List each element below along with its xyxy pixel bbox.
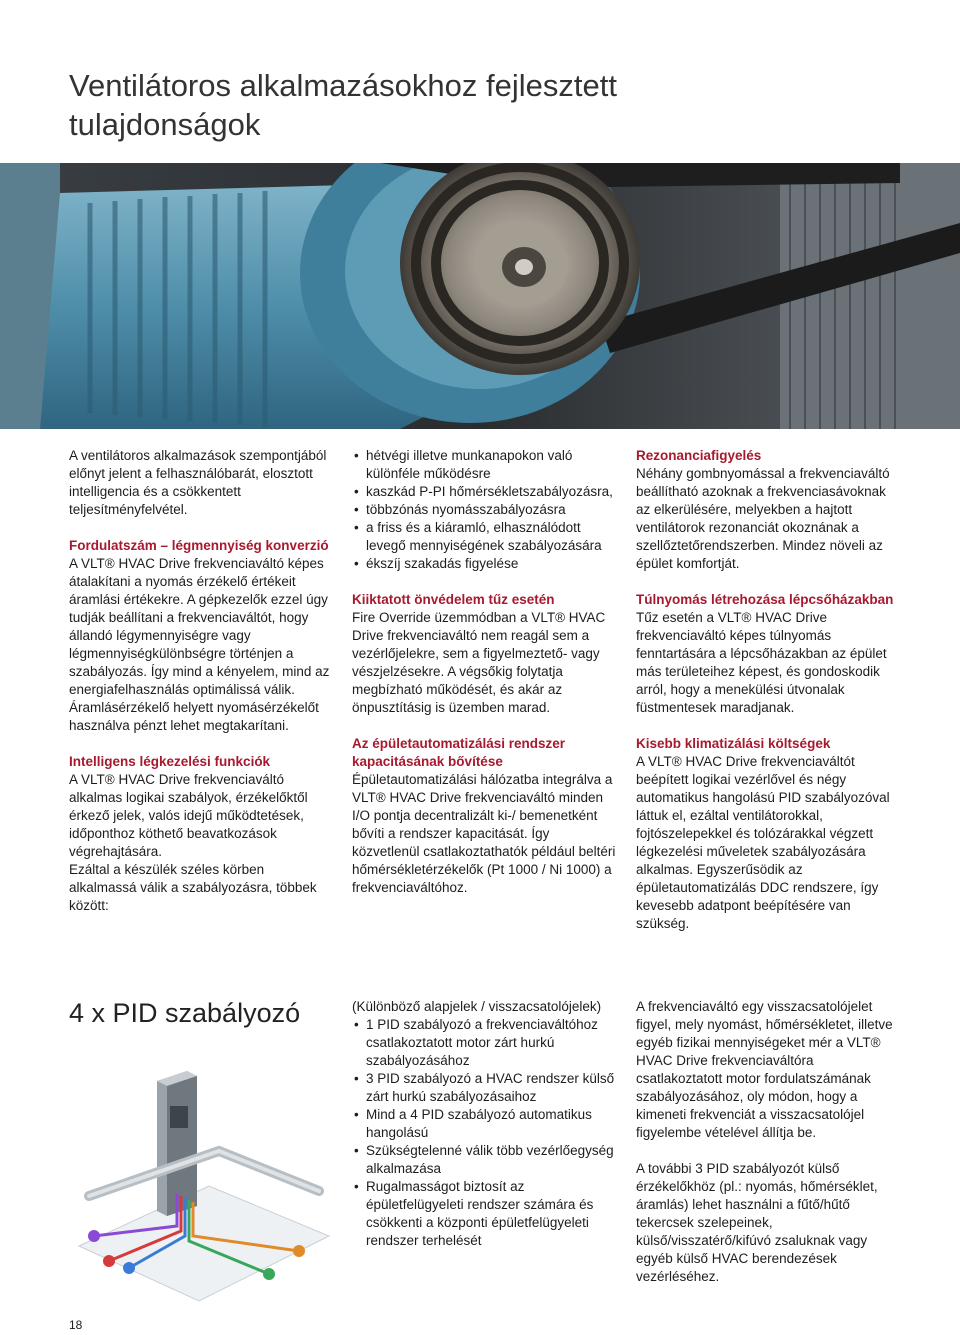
list-item: • kaszkád P-PI hőmérsékletszabályozásra, (352, 483, 617, 501)
column-4 (352, 998, 617, 1250)
list-item: • Rugalmasságot biztosít az épületfelügyeleti rendszer számára és csökkenti a központi épületfelügyeleti rendszer terhelését (352, 1178, 617, 1250)
section-body-fire-override: Fire Override üzemmódban a VLT® HVAC Drive frekvenciaváltó nem reagál sem a vezérlőjelekre, sem a figyelmeztető- vagy vészjelzésekre. A végsőkig folytatja megbízható működését, és akár az önpusztításig is üzemben marad. (352, 610, 606, 715)
pid-section-title: 4 x PID szabályozó (69, 998, 301, 1028)
section-body-climate-costs: A VLT® HVAC Drive frekvenciaváltót beépített logikai vezérlővel és négy automatikus hangolású PID szabályozóval láttuk el, ezáltal ventilátorokkal, fojtószelepekkel és tolózárakkal végzett légkezelési műveletek szabályozására alkalmas. Egyszerűsödik az épületautomatizálás DDC rendszere, így kevesebb adatpont beépítésére van szükség. (636, 754, 890, 931)
list-item: • a friss és a kiáramló, elhasználódott levegő mennyiségének szabályozására (352, 519, 617, 555)
column-5 (636, 998, 896, 1286)
section-heading-conversion: Fordulatszám – légmennyiség konverzió (69, 538, 329, 553)
title-line-2: tulajdonságok (69, 107, 261, 142)
list-item: • 3 PID szabályozó a HVAC rendszer külső zárt hurkú szabályozásaihoz (352, 1070, 617, 1106)
section-heading-intelligent: Intelligens légkezelési funkciók (69, 754, 271, 769)
section-heading-fire-override: Kiiktatott önvédelem tűz esetén (352, 592, 555, 607)
fan-motor-photo (0, 163, 960, 429)
list-item: • Mind a 4 PID szabályozó automatikus hangolású (352, 1106, 617, 1142)
section-body-overpressure: Tűz esetén a VLT® HVAC Drive frekvenciaváltó képes túlnyomás fenntartására a lépcsőházakban az épület más területeihez képest, és gondoskodik arról, hogy a menekülési útvonalak füstmentesek maradjanak. (636, 610, 887, 715)
list-item: • 1 PID szabályozó a frekvenciaváltóhoz csatlakoztatott motor zárt hurkú szabályozásához (352, 1016, 617, 1070)
control-bullet-list (352, 447, 617, 573)
title-line-1: Ventilátoros alkalmazásokhoz fejlesztett (69, 68, 617, 103)
column-1 (69, 447, 334, 915)
intro-paragraph: A ventilátoros alkalmazások szempontjából előnyt jelent a felhasználóbarát, elosztott intelligencia és a csökkentett teljesítményfelvétel. (69, 448, 327, 517)
list-item: • Szükségtelenné válik több vezérlőegység alkalmazása (352, 1142, 617, 1178)
hvac-system-illustration (69, 1046, 337, 1308)
section-heading-bms-capacity: Az épületautomatizálási rendszer kapacitásának bővítése (352, 736, 566, 769)
section-heading-resonance: Rezonanciafigyelés (636, 448, 762, 463)
list-item: • hétvégi illetve munkanapokon való különféle működésre (352, 447, 617, 483)
page-number: 18 (69, 1318, 83, 1332)
section-heading-overpressure: Túlnyomás létrehozása lépcsőházakban (636, 592, 894, 607)
page-title (69, 66, 889, 144)
list-item: • ékszíj szakadás figyelése (352, 555, 617, 573)
pid-paragraph-2: A további 3 PID szabályozót külső érzékelőkhöz (pl.: nyomás, hőmérséklet, áramlás) lehet használni a fűtő/hűtő tekercsek szelepeinek, külső/visszatérő/kifúvó zsaluknak vagy egyéb külső HVAC berendezések vezérléséhez. (636, 1161, 878, 1284)
pid-intro: (Különböző alapjelek / visszacsatolójelek) (352, 999, 602, 1014)
list-item: • többzónás nyomásszabályozásra (352, 501, 617, 519)
pid-paragraph-1: A frekvenciaváltó egy visszacsatolójelet figyel, mely nyomást, hőmérsékletet, illetve egyéb fizikai mennyiségeket mér a VLT® HVAC Drive frekvenciaváltóra csatlakoztatott motor fordulatszámának szabályozásához, oly módon, hogy a kimeneti frekvenciát a visszacsatolójel figyelembe vételével állítja be. (636, 999, 893, 1140)
section-body-intelligent-1: A VLT® HVAC Drive frekvenciaváltó alkalmas logikai szabályok, érzékelőktől érkező jelek, valós idejű működtetések, időponthoz köthető beavatkozások végrehajtására. (69, 772, 308, 859)
section-body-intelligent-2: Ezáltal a készülék széles körben alkalmassá válik a szabályozásra, többek között: (69, 862, 317, 913)
column-3 (636, 447, 896, 933)
section-body-resonance: Néhány gombnyomással a frekvenciaváltó beállítható azoknak a frekvenciasávoknak az elkerülésére, melyekben a hajtott ventilátorok rezonanciát okoznának a szellőztetőrendszerben. Mindez növeli az épület komfortját. (636, 466, 890, 571)
section-body-conversion: A VLT® HVAC Drive frekvenciaváltó képes átalakítani a nyomás érzékelő értékeit áramlási értékekre. A gépkezelők ezzel úgy tudják beállítani a frekvenciaváltót, hogy állandó légymennyiségre vagy légmennyiségkülönbségre történjen a szabályozás. Így mind a kényelem, mind az energiafelhasználás optimálissá válik. Áramlásérzékelő helyett nyomásérzékelőt használva pénzt lehet megtakarítani. (69, 556, 330, 733)
section-heading-climate-costs: Kisebb klimatizálási költségek (636, 736, 831, 751)
column-2 (352, 447, 617, 897)
section-body-bms-capacity: Épületautomatizálási hálózatba integrálva a VLT® HVAC Drive frekvenciaváltó minden I/O pontja decentralizált ki-/ bemenetként bővíti a rendszer kapacitását. Így közvetlenül csatlakoztathatók például beltéri hőmérsékletérzékelők (Pt 1000 / Ni 1000) a frekvenciaváltóhoz. (352, 772, 616, 895)
pid-bullet-list (352, 1016, 617, 1250)
